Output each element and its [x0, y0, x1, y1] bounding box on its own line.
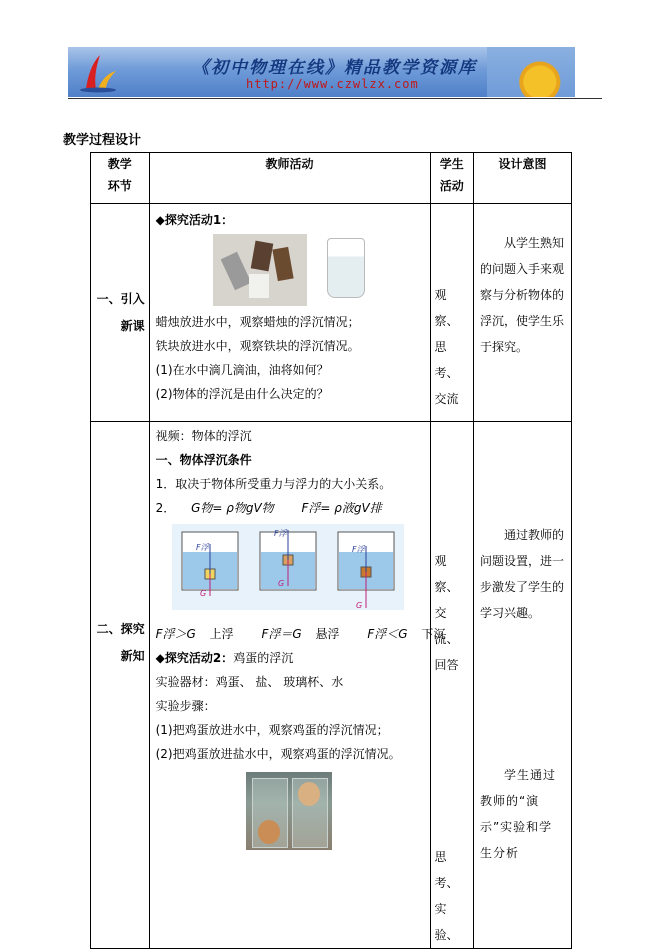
buoyancy-label: F浮	[195, 543, 209, 552]
materials-line: 实验器材：鸡蛋、 盐、 玻璃杯、水	[155, 675, 344, 689]
logo-icon	[76, 51, 120, 93]
student-cell	[430, 422, 473, 949]
table-header-row	[91, 153, 572, 204]
gravity-formula: G物= ρ物gV物	[191, 501, 274, 515]
intent-cell: 从学生熟知的问题入手来观察与分析物体的浮沉，使学生乐于探究。	[473, 204, 571, 422]
student-line: 实验、	[434, 902, 459, 942]
activity-line: (2)物体的浮沉是由什么决定的？	[155, 387, 329, 401]
header-divider	[68, 98, 602, 99]
activity-line: (1)在水中滴几滴油，油将如何？	[155, 363, 329, 377]
banner-url[interactable]: http://www.czwlzx.com	[246, 77, 419, 91]
teacher-cell	[149, 422, 446, 949]
header-student-label: 学生活动	[439, 157, 464, 193]
segment-line: 一、引入	[96, 291, 145, 306]
buoyancy-formula: F浮= ρ液gV排	[301, 501, 382, 515]
banner-title: 《初中物理在线》精品教学资源库	[192, 58, 477, 78]
step-line: (1)把鸡蛋放进水中，观察鸡蛋的浮沉情况；	[155, 723, 389, 737]
student-line: 交流、	[434, 606, 459, 646]
table-row	[91, 422, 572, 949]
header-student	[430, 153, 473, 204]
student-line: 观察、	[434, 554, 459, 594]
student-line: 思考、	[434, 340, 459, 380]
sub-heading: 一、物体浮沉条件	[155, 453, 252, 467]
segment-cell	[91, 204, 150, 422]
buoyancy-label: F浮	[273, 529, 287, 538]
condition-state: 上浮	[209, 627, 234, 641]
intent-cell	[473, 422, 571, 949]
lesson-table	[90, 152, 572, 949]
student-group	[435, 422, 469, 678]
condition-state: 悬浮	[315, 627, 340, 641]
header-intent: 设计意图	[473, 153, 571, 204]
student-line: 思考、	[434, 850, 459, 890]
sunflower-image	[487, 47, 575, 97]
candle-iron-photo	[213, 234, 307, 306]
table-row	[91, 204, 572, 422]
water-glass-photo	[323, 234, 367, 300]
section-title: 教学过程设计	[63, 133, 142, 148]
item-number: 2．	[155, 501, 176, 515]
condition-item: 1．取决于物体所受重力与浮力的大小关系。	[155, 477, 392, 491]
egg-experiment-photo	[246, 772, 332, 850]
video-label: 视频：物体的浮沉	[155, 429, 252, 443]
condition-formula: F浮＝G	[261, 627, 302, 641]
activity-line: 铁块放进水中，观察铁块的浮沉情况。	[155, 339, 360, 353]
condition-formula: F浮＞G	[155, 627, 196, 641]
header-banner	[68, 47, 575, 97]
segment-line: 新知	[120, 649, 145, 663]
student-group	[435, 678, 469, 948]
teacher-cell	[149, 204, 430, 422]
intent-text: 学生通过教师的“演示”实验和学生分析	[479, 768, 556, 860]
formula-row	[156, 496, 424, 520]
gravity-label: G	[199, 589, 206, 598]
intent-text: 通过教师的问题设置，进一步激发了学生的学习兴趣。	[479, 528, 564, 620]
step-line: (2)把鸡蛋放进盐水中，观察鸡蛋的浮沉情况。	[155, 747, 401, 761]
activity-title: ◆探究活动1：	[155, 213, 234, 227]
condition-state: 下沉	[421, 627, 446, 641]
segment-line: 新课	[120, 318, 145, 333]
activity-line: 蜡烛放进水中，观察蜡烛的浮沉情况；	[155, 315, 360, 329]
gravity-label: G	[355, 601, 362, 610]
header-segment	[91, 153, 150, 204]
student-line: 回答	[434, 658, 459, 672]
segment-line: 二、探究	[96, 622, 145, 636]
gravity-label: G	[277, 579, 284, 588]
student-line: 交流	[434, 392, 459, 406]
activity-name: 鸡蛋的浮沉	[233, 651, 294, 665]
student-line: 观察、	[434, 288, 459, 328]
buoyancy-label: F浮	[351, 545, 365, 554]
condition-formula: F浮＜G	[367, 627, 408, 641]
segment-cell	[91, 422, 150, 949]
float-sink-diagram	[172, 524, 404, 610]
header-teacher: 教师活动	[149, 153, 430, 204]
student-cell	[430, 204, 473, 422]
activity-title: ◆探究活动2：	[155, 651, 234, 665]
steps-label: 实验步骤：	[155, 699, 216, 713]
header-segment-label: 教学环节	[107, 157, 132, 193]
activity2-row	[156, 646, 424, 670]
condition-row	[155, 622, 446, 646]
